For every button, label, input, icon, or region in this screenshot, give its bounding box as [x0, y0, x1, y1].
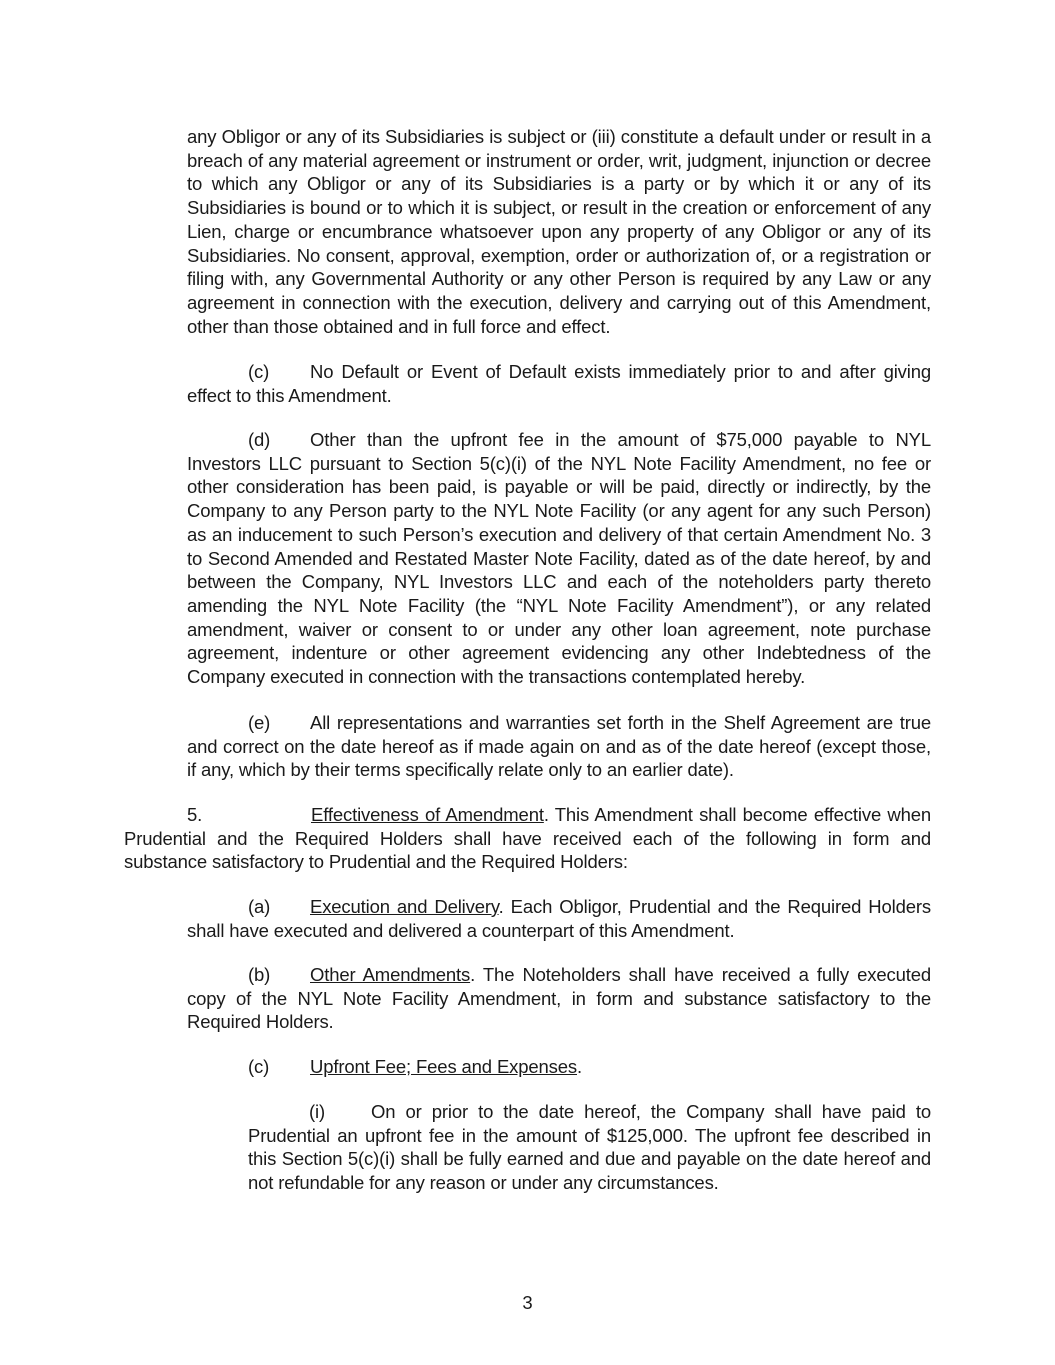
section-5b-heading: Other Amendments	[310, 964, 471, 985]
section-5ci-paragraph	[248, 1100, 931, 1195]
section-5c-label: (c)	[248, 1056, 270, 1077]
section-4e-paragraph	[187, 711, 931, 782]
section-4d-paragraph	[187, 428, 931, 689]
section-5-number: 5.	[187, 804, 203, 825]
section-5ci-label: (i)	[309, 1101, 325, 1122]
page-number: 3	[522, 1292, 533, 1313]
section-5-heading: Effectiveness of Amendment	[311, 804, 544, 825]
continuation-paragraph: any Obligor or any of its Subsidiaries is subject or (iii) constitute a default under or result in a breach of any material agreement or instrument or order, writ, judgment, injunction or decree to which any Obligor or any of its Subsidiaries is a party or by which it or any of its Subsidiaries is bound or to which it is subject, or result in the creation or enforcement of any Lien, charge or encumbrance whatsoever upon any property of any Obligor or any of its Subsidiaries. No consent, approval, exemption, order or authorization of, or a registration or filing with, any Governmental Authority or any other Person is required by any Law or any agreement in connection with the execution, delivery and carrying out of this Amendment, other than those obtained and in full force and effect.	[187, 126, 931, 337]
section-4e-text: All representations and warranties set forth in the Shelf Agreement are true and correct on the date hereof as if made again on and as of the date hereof (except those, if any, which by their terms specifically relate only to an earlier date).	[187, 712, 931, 781]
section-5a-text: . Each Obligor, Prudential and the Required Holders shall have executed and delivered a counterpart of this Amendment.	[187, 896, 931, 941]
section-4c-paragraph	[187, 360, 931, 407]
section-5b-paragraph	[187, 963, 931, 1034]
section-5a-paragraph	[187, 895, 931, 942]
section-4e-label: (e)	[248, 712, 271, 733]
section-5ci-text: On or prior to the date hereof, the Company shall have paid to Prudential an upfront fee in the amount of $125,000. The upfront fee described in this Section 5(c)(i) shall be fully earned and due and payable on the date hereof and not refundable for any reason or under any circumstances.	[248, 1101, 931, 1194]
section-5b-text: . The Noteholders shall have received a fully executed copy of the NYL Note Facility Amendment, in form and substance satisfactory to the Required Holders.	[187, 964, 931, 1033]
section-4c-label: (c)	[248, 361, 270, 382]
section-5c-heading: Upfront Fee; Fees and Expenses	[310, 1056, 577, 1077]
section-5c-text: .	[576, 1056, 582, 1077]
section-5a-heading: Execution and Delivery	[310, 896, 499, 917]
section-4c-text: No Default or Event of Default exists immediately prior to and after giving effect to this Amendment.	[187, 361, 931, 406]
section-5c-paragraph	[187, 1055, 931, 1079]
section-4d-text: Other than the upfront fee in the amount of $75,000 payable to NYL Investors LLC pursuant to Section 5(c)(i) of the NYL Note Facility Amendment, no fee or other consideration has been paid, is payable or will be paid, directly or indirectly, by the Company to any Person party to the NYL Note Facility (or any agent for any such Person) as an inducement to such Person’s execution and delivery of that certain Amendment No. 3 to Second Amended and Restated Master Note Facility, dated as of the date hereof, by and between the Company, NYL Investors LLC and each of the noteholders party thereto amending the NYL Note Facility (the “NYL Note Facility Amendment”), or any related amendment, waiver or consent to or under any other loan agreement, note purchase agreement, indenture or other agreement evidencing any other Indebtedness of the Company executed in connection with the transactions contemplated hereby.	[187, 429, 931, 688]
section-5b-label: (b)	[248, 964, 271, 985]
section-5-text: . This Amendment shall become effective when Prudential and the Required Holders shall have received each of the following in form and substance satisfactory to Prudential and the Required Holders:	[124, 804, 931, 873]
section-4d-label: (d)	[248, 429, 271, 450]
section-5-paragraph	[124, 803, 931, 874]
section-5a-label: (a)	[248, 896, 271, 917]
